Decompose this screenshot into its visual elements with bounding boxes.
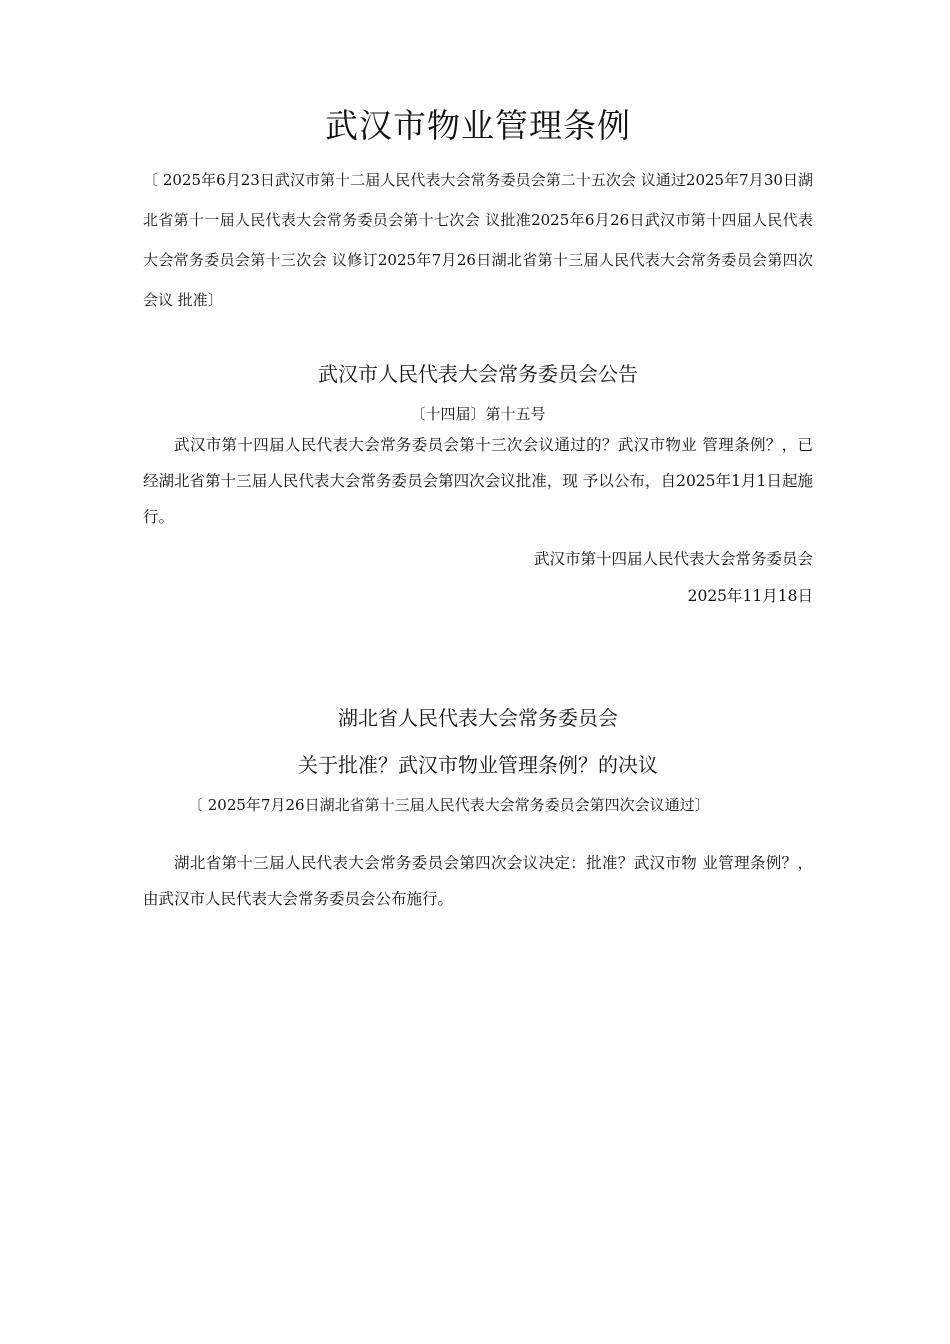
announcement-date: 2025年11月18日 — [687, 587, 813, 605]
decision-body: 湖北省第十三届人民代表大会常务委员会第四次会议决定：批准？武汉市物 业管理条例？，由武汉市人民代表大会常务委员会公布施行。 — [143, 854, 813, 908]
decision-note: 〔 2025年7月26日湖北省第十三届人民代表大会常务委员会第四次会议通过〕 — [188, 796, 710, 814]
announcement-body: 武汉市第十四届人民代表大会常务委员会第十三次会议通过的？武汉市物业 管理条例？，已经湖北省第十三届人民代表大会常务委员会第四次会议批准，现 予以公布，自2025年1月1日起施行。 — [143, 436, 813, 526]
history-note: 〔 2025年6月23日武汉市第十二届人民代表大会常务委员会第二十五次会 议通过2025年7月30日湖北省第十一届人民代表大会常务委员会第十七次会 议批准2025年6月26日武汉市第十四届人民代表大会常务委员会第十三次会 议修订2025年7月26日湖北省第十三届人民代表大会常务委员会第四次会议 批准〕 — [143, 171, 813, 309]
document-title: 武汉市物业管理条例 — [325, 106, 631, 145]
decision-issuer-heading: 湖北省人民代表大会常务委员会 — [338, 706, 618, 730]
announcement-heading: 武汉市人民代表大会常务委员会公告 — [318, 362, 638, 386]
decision-heading: 关于批准？武汉市物业管理条例？的决议 — [298, 753, 658, 777]
announcement-number: 〔十四届〕第十五号 — [410, 405, 546, 423]
announcement-issuer: 武汉市第十四届人民代表大会常务委员会 — [533, 550, 813, 568]
